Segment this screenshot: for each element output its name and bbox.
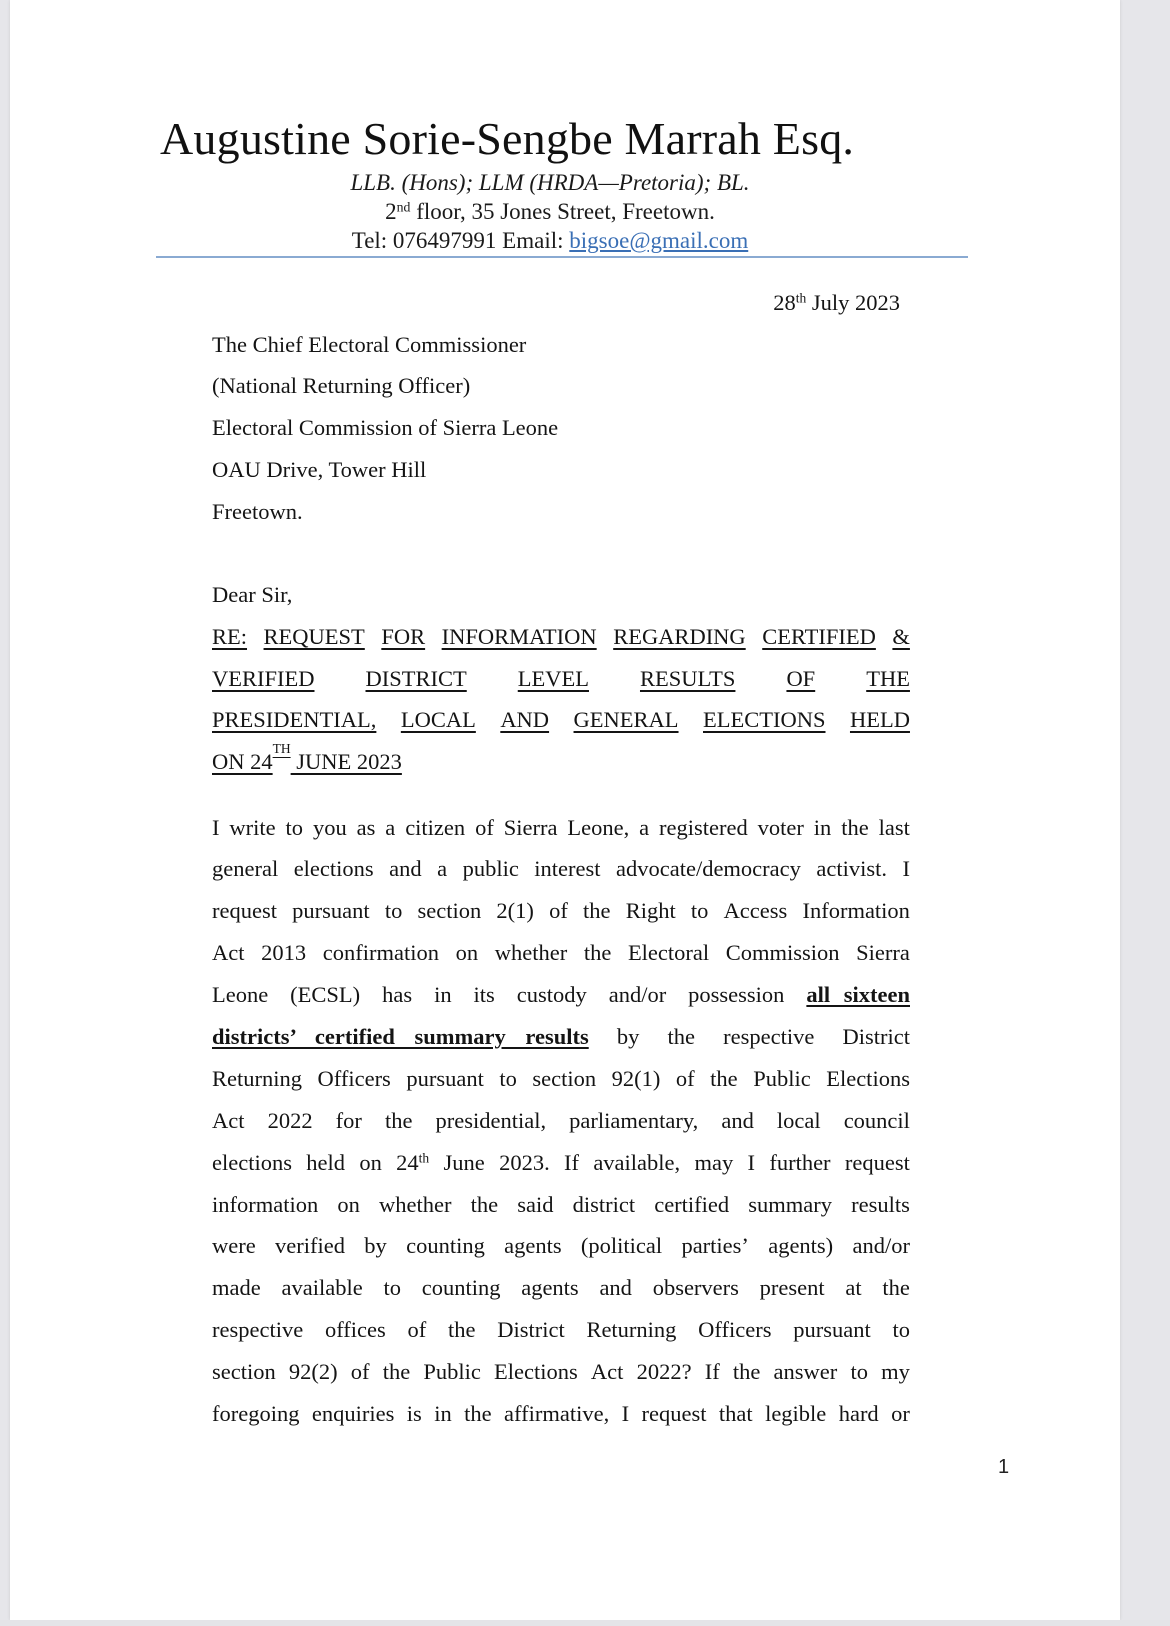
body-word: (ECSL) (290, 982, 361, 1007)
subject-text: ON 24 (212, 749, 273, 774)
body-word: certified (654, 1192, 730, 1217)
body-word: I (902, 856, 910, 881)
body-word: I (621, 1401, 630, 1426)
body-word: counting (421, 1275, 501, 1300)
body-word: parties’ (681, 1233, 749, 1258)
body-word: presidential, (435, 1108, 547, 1133)
body-word: last (878, 815, 910, 840)
body-word: that (718, 1401, 753, 1426)
body-word: District (497, 1317, 565, 1342)
subject-line-4 (212, 741, 910, 775)
body-word: Public (423, 1359, 481, 1384)
body-word: foregoing (212, 1401, 300, 1426)
body-word: the (583, 898, 611, 923)
ordinal-suffix: th (418, 1150, 430, 1166)
body-word: as (356, 815, 376, 840)
body-word: legible (765, 1401, 827, 1426)
subject-word: DISTRICT (365, 666, 467, 691)
body-word: Returning (586, 1317, 677, 1342)
body-word: and (599, 1275, 632, 1300)
subject-line-2 (212, 666, 910, 692)
body-word: observers (652, 1275, 739, 1300)
body-word: of (350, 1359, 370, 1384)
body-word: said (517, 1192, 554, 1217)
body-word: to (383, 1275, 401, 1300)
subject-word: REQUEST (263, 624, 365, 649)
body-word: District (842, 1024, 910, 1049)
body-word: respective (212, 1317, 304, 1342)
body-word: request (641, 1401, 707, 1426)
body-word: Act (212, 1108, 245, 1133)
recipient-line: OAU Drive, Tower Hill (212, 457, 427, 482)
date-rest: July 2023 (806, 290, 900, 315)
body-word: agents (504, 1233, 562, 1258)
viewer-bottom-edge (0, 1620, 1170, 1626)
body-word: for (335, 1108, 362, 1133)
body-word: pursuant (292, 898, 370, 923)
subject-word: HELD (849, 707, 910, 732)
document-page (10, 0, 1120, 1620)
body-word: 2022 (267, 1108, 313, 1133)
body-word: on (337, 1192, 360, 1217)
body-word: present (759, 1275, 825, 1300)
body-word: the (447, 1317, 476, 1342)
body-word: and (389, 856, 422, 881)
body-word: to (285, 815, 304, 840)
body-word: of (407, 1317, 427, 1342)
body-word: elections (212, 1150, 292, 1175)
body-word: If (704, 1359, 720, 1384)
body-line (212, 1317, 910, 1343)
body-word: council (843, 1108, 910, 1133)
body-word: general (212, 856, 279, 881)
subject-word: LOCAL (400, 707, 476, 732)
body-word: I (212, 815, 220, 840)
body-word: agents (521, 1275, 579, 1300)
letterhead-address (160, 199, 940, 225)
body-word: confirmation (322, 940, 439, 965)
body-word: pursuant (406, 1066, 484, 1091)
body-word: whether (378, 1192, 452, 1217)
body-line (212, 1024, 910, 1050)
body-word: of (675, 1066, 695, 1091)
body-word: section (532, 1066, 597, 1091)
body-word: respective (723, 1024, 815, 1049)
subject-word: VERIFIED (212, 666, 315, 691)
body-word: summary (748, 1192, 833, 1217)
recipient-line: Freetown. (212, 499, 303, 524)
address-rest: floor, 35 Jones Street, Freetown. (410, 199, 715, 224)
body-word: has (382, 982, 413, 1007)
body-line (212, 982, 910, 1008)
body-word: hard (838, 1401, 879, 1426)
body-word: the (841, 815, 869, 840)
body-word: public (462, 856, 519, 881)
body-word: section (212, 1359, 276, 1384)
body-word: to (690, 898, 709, 923)
body-word: in (434, 1401, 452, 1426)
body-word: Access (723, 898, 788, 923)
body-line (212, 1108, 910, 1134)
body-word: made (212, 1275, 261, 1300)
body-word: Returning (212, 1066, 302, 1091)
letterhead-divider (156, 256, 968, 258)
body-word: to (892, 1317, 910, 1342)
body-word: pursuant (793, 1317, 871, 1342)
body-word: activist. (816, 856, 887, 881)
body-word: further (769, 1150, 831, 1175)
body-line (212, 898, 910, 924)
recipient-line: (National Returning Officer) (212, 373, 471, 398)
body-word: June (443, 1150, 485, 1175)
body-word: Elections (494, 1359, 578, 1384)
body-word: you (312, 815, 347, 840)
emphasized-phrase: all sixteen (806, 982, 910, 1007)
body-word: to (850, 1359, 868, 1384)
body-word: custody (516, 982, 587, 1007)
body-word: my (881, 1359, 910, 1384)
body-word: of (549, 898, 568, 923)
body-word: the (710, 1066, 738, 1091)
body-word: parliamentary, (569, 1108, 699, 1133)
body-line (212, 856, 910, 882)
body-word: on (359, 1150, 382, 1175)
body-word: Elections (826, 1066, 910, 1091)
body-word: the (882, 1275, 910, 1300)
body-word: 92(2) (288, 1359, 338, 1384)
body-word: the (667, 1024, 695, 1049)
recipient-line: Electoral Commission of Sierra Leone (212, 415, 559, 440)
body-word: a (385, 815, 396, 840)
body-word: available (281, 1275, 363, 1300)
body-word: section (417, 898, 482, 923)
body-word: Right (625, 898, 676, 923)
body-word: whether (494, 940, 568, 965)
body-word: by (364, 1233, 387, 1258)
body-word: Sierra (856, 940, 910, 965)
body-word: 2(1) (496, 898, 534, 923)
body-word: a (437, 856, 448, 881)
subject-sup: TH (272, 741, 291, 756)
body-word: Leone, (567, 815, 630, 840)
body-word: (political (580, 1233, 663, 1258)
body-line (212, 1275, 910, 1301)
body-word: Act (212, 940, 245, 965)
address-ordinal: 2 (385, 199, 397, 224)
body-word: advocate/democracy (616, 856, 801, 881)
body-line (212, 940, 910, 966)
body-word: and/or (608, 982, 667, 1007)
body-word: Public (753, 1066, 811, 1091)
body-word: available, (593, 1150, 681, 1175)
body-word: a (639, 815, 650, 840)
body-line (212, 1066, 910, 1092)
body-word: the (384, 1108, 413, 1133)
body-word: affirmative, (504, 1401, 610, 1426)
subject-line-1 (212, 624, 910, 650)
body-word: 2022? (636, 1359, 692, 1384)
body-word: enquiries (311, 1401, 395, 1426)
letterhead-name: Augustine Sorie-Sengbe Marrah Esq. (160, 113, 855, 164)
body-word: its (473, 982, 495, 1007)
body-word: Sierra (503, 815, 558, 840)
body-word: verified (275, 1233, 345, 1258)
subject-word: OF (786, 666, 816, 691)
body-line (212, 815, 910, 841)
subject-word: CERTIFIED (762, 624, 876, 649)
body-word: Leone (212, 982, 269, 1007)
body-word: If (564, 1150, 579, 1175)
body-word: citizen (405, 815, 466, 840)
body-word: request (844, 1150, 910, 1175)
body-word: at (845, 1275, 862, 1300)
subject-text: JUNE 2023 (290, 749, 402, 774)
subject-word: RESULTS (639, 666, 736, 691)
body-word: and (721, 1108, 754, 1133)
body-word: Electoral (627, 940, 710, 965)
body-word: held (306, 1150, 346, 1175)
body-line (212, 1359, 910, 1385)
subject-line-3 (212, 707, 910, 733)
body-word: the (464, 1401, 492, 1426)
letterhead-qualifications: LLB. (Hons); LLM (HRDA—Pretoria); BL. (350, 170, 750, 195)
email-link[interactable]: bigsoe@gmail.com (569, 228, 749, 253)
subject-word: INFORMATION (441, 624, 597, 649)
subject-word: REGARDING (613, 624, 746, 649)
subject-word: & (892, 624, 910, 649)
body-word: I (747, 1150, 756, 1175)
body-word: the (470, 1192, 499, 1217)
emphasized-phrase: districts’ certified summary results (212, 1024, 589, 1049)
body-word: offices (324, 1317, 386, 1342)
body-word: or (891, 1401, 910, 1426)
page-number: 1 (998, 1456, 1010, 1478)
contact-phone: Tel: 076497991 Email: (351, 228, 570, 253)
subject-word: LEVEL (517, 666, 589, 691)
body-line (212, 1401, 910, 1427)
body-word: request (212, 898, 277, 923)
body-word: the (382, 1359, 411, 1384)
date-day-suffix: th (795, 290, 807, 306)
body-word: the (732, 1359, 761, 1384)
body-word: answer (773, 1359, 838, 1384)
body-word: elections (293, 856, 374, 881)
body-word: Officers (698, 1317, 772, 1342)
body-line (212, 1192, 910, 1218)
body-word: registered (659, 815, 748, 840)
body-word: voter (757, 815, 804, 840)
body-word: 2023. (499, 1150, 550, 1175)
body-word: to (499, 1066, 517, 1091)
body-word: possession (688, 982, 785, 1007)
recipient-line: The Chief Electoral Commissioner (212, 332, 527, 357)
body-word: may (694, 1150, 734, 1175)
subject-word: THE (866, 666, 910, 691)
date-day: 28 (773, 290, 796, 315)
body-word: were (212, 1233, 256, 1258)
body-word: Officers (317, 1066, 391, 1091)
subject-word: ELECTIONS (703, 707, 826, 732)
body-word: by (616, 1024, 640, 1049)
body-word: Information (802, 898, 910, 923)
body-word: district (572, 1192, 636, 1217)
body-line (212, 1150, 910, 1176)
body-word: Commission (725, 940, 840, 965)
letter-date (773, 290, 900, 316)
body-word: to (384, 898, 403, 923)
body-word: 92(1) (611, 1066, 661, 1091)
body-word: in (813, 815, 832, 840)
body-line (212, 1233, 910, 1259)
body-word: results (851, 1192, 910, 1217)
body-word: 2013 (261, 940, 307, 965)
body-word: agents) (768, 1233, 834, 1258)
body-word: on (455, 940, 479, 965)
body-word: is (406, 1401, 422, 1426)
body-word: Act (590, 1359, 624, 1384)
body-word: counting (406, 1233, 485, 1258)
body-word: write (229, 815, 276, 840)
body-word: 24th (396, 1150, 430, 1175)
body-word: interest (534, 856, 601, 881)
letterhead-contact (160, 228, 940, 254)
subject-word: GENERAL (573, 707, 679, 732)
body-word: in (434, 982, 452, 1007)
subject-word: PRESIDENTIAL, (212, 707, 377, 732)
subject-word: RE: (212, 624, 248, 649)
body-word: the (583, 940, 612, 965)
body-word: of (475, 815, 494, 840)
body-word: and/or (852, 1233, 910, 1258)
subject-word: FOR (381, 624, 426, 649)
subject-word: AND (500, 707, 550, 732)
salutation: Dear Sir, (212, 582, 293, 607)
address-ordinal-suffix: nd (396, 199, 411, 215)
body-word: information (212, 1192, 319, 1217)
body-word: local (776, 1108, 821, 1133)
